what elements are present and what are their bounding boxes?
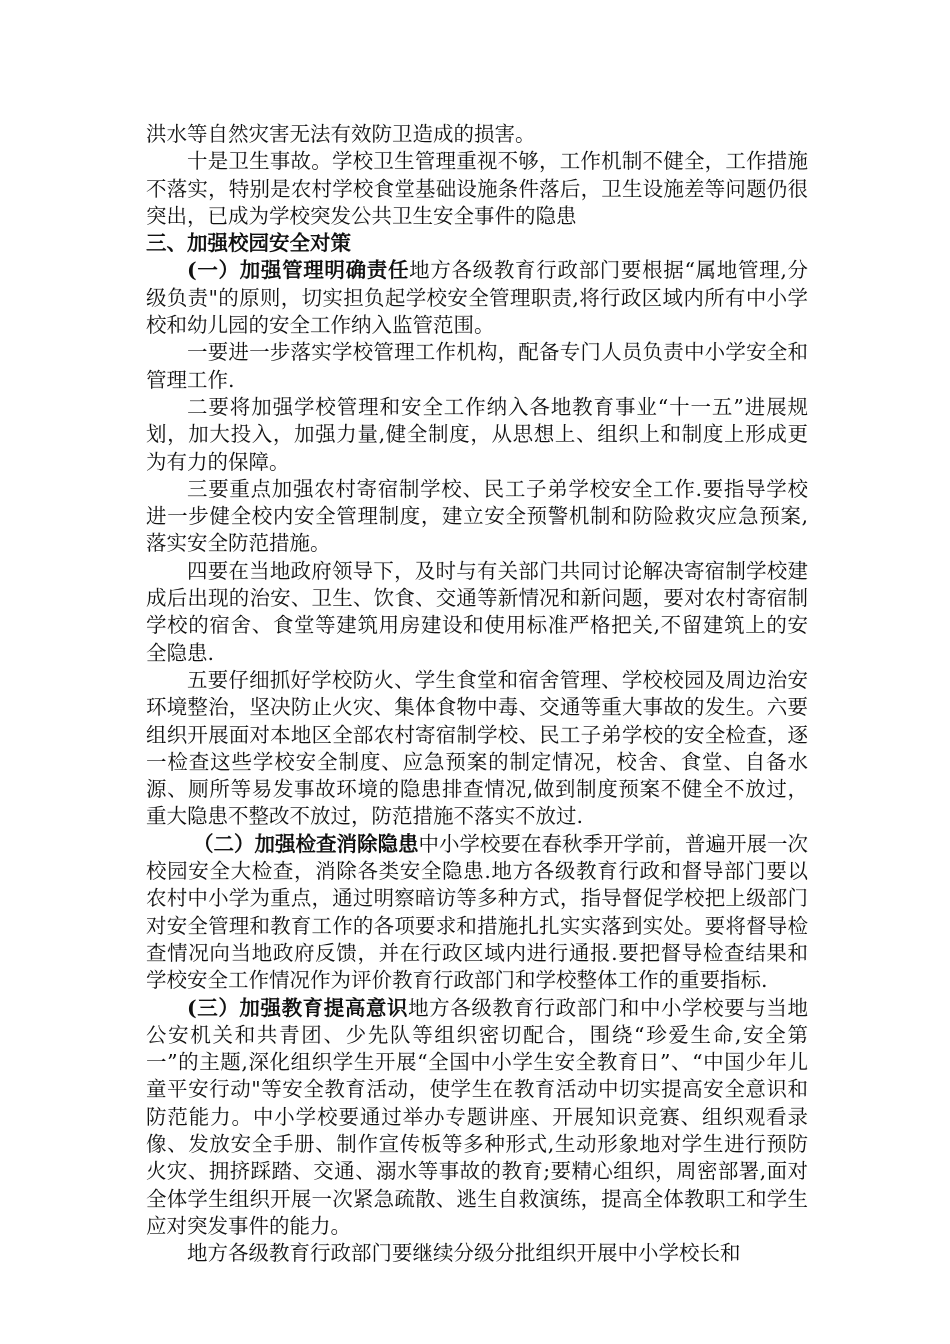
section-heading-safety-measures: 三、加强校园安全对策 <box>146 231 351 256</box>
paragraph-management-responsibility <box>146 257 808 339</box>
paragraph-body: 中小学校要在春秋季开学前，普遍开展一次校园安全大检查，消除各类安全隐患.地方各级教育行政和督导部门要以农村中小学为重点，通过明察暗访等多种方式，指导督促学校把上级部门对安全管理和教育工作的各项要求和措施扎扎实实落到实处。要将督导检查情况向当地政府反馈，并在行政区域内进行通报.要把督导检查结果和学校安全工作情况作为评价教育行政部门和学校整体工作的重要指标. <box>146 831 808 993</box>
paragraph-continuation: 洪水等自然灾害无法有效防卫造成的损害。 <box>146 122 536 146</box>
paragraph-point-three: 三要重点加强农村寄宿制学校、民工子弟学校安全工作.要指导学校进一步健全校内安全管理制度，建立安全预警机制和防险救灾应急预案,落实安全防范措施。 <box>146 476 808 556</box>
paragraph-body: 地方各级教育行政部门和中小学校要与当地公安机关和共青团、少先队等组织密切配合，围绕“珍爱生命,安全第一”的主题,深化组织学生开展“全国中小学生安全教育日”、“中国少年儿童平安行动"等安全教育活动，使学生在教育活动中切实提高安全意识和防范能力。中小学校要通过举办专题讲座、开展知识竞赛、组织观看录像、发放安全手册、制作宣传板等多种形式,生动形象地对学生进行预防火灾、拥挤踩踏、交通、溺水等事故的教育;要精心组织，周密部署,面对全体学生组织开展一次紧急疏散、逃生自救演练，提高全体教职工和学生应对突发事件的能力。 <box>146 995 809 1238</box>
paragraph-point-four: 四要在当地政府领导下，及时与有关部门共同讨论解决寄宿制学校建成后出现的治安、卫生、饮食、交通等新情况和新问题，要对农村寄宿制学校的宿舍、食堂等建筑用房建设和使用标准严格把关,不留建筑上的安全隐患. <box>146 558 808 665</box>
subsection-title-inspection: （二）加强检查消除隐患 <box>193 831 419 856</box>
paragraph-point-five-six: 五要仔细抓好学校防火、学生食堂和宿舍管理、学校校园及周边治安环境整治，坚决防止火灾、集体食物中毒、交通等重大事故的发生。六要组织开展面对本地区全部农村寄宿制学校、民工子弟学校的安全检查，逐一检查这些学校安全制度、应急预案的制定情况，校舍、食堂、自备水源、厕所等易发事故环境的隐患排查情况,做到制度预案不健全不放过，重大隐患不整改不放过，防范措施不落实不放过. <box>146 667 808 829</box>
document-page <box>146 121 808 1267</box>
subsection-title-management: (一）加强管理明确责任 <box>187 258 410 283</box>
subsection-title-education: (三）加强教育提高意识 <box>187 995 409 1020</box>
paragraph-body: 地方各级教育行政部门要根据“属地管理,分级负责"的原则，切实担负起学校安全管理职责,将行政区域内所有中小学校和幼儿园的安全工作纳入监管范围。 <box>146 258 809 338</box>
paragraph-point-two: 二要将加强学校管理和安全工作纳入各地教育事业“十一五”进展规划，加大投入，加强力量,健全制度，从思想上、组织上和制度上形成更为有力的保障。 <box>146 394 808 474</box>
paragraph-final: 地方各级教育行政部门要继续分级分批组织开展中小学校长和 <box>187 1241 741 1266</box>
paragraph-inspection <box>146 831 808 995</box>
paragraph-point-one: 一要进一步落实学校管理工作机构，配备专门人员负责中小学安全和管理工作. <box>146 340 808 392</box>
paragraph-education <box>146 995 808 1241</box>
paragraph-health-accidents: 十是卫生事故。学校卫生管理重视不够，工作机制不健全，工作措施不落实，特别是农村学校食堂基础设施条件落后，卫生设施差等问题仍很突出，已成为学校突发公共卫生安全事件的隐患 <box>146 149 808 228</box>
